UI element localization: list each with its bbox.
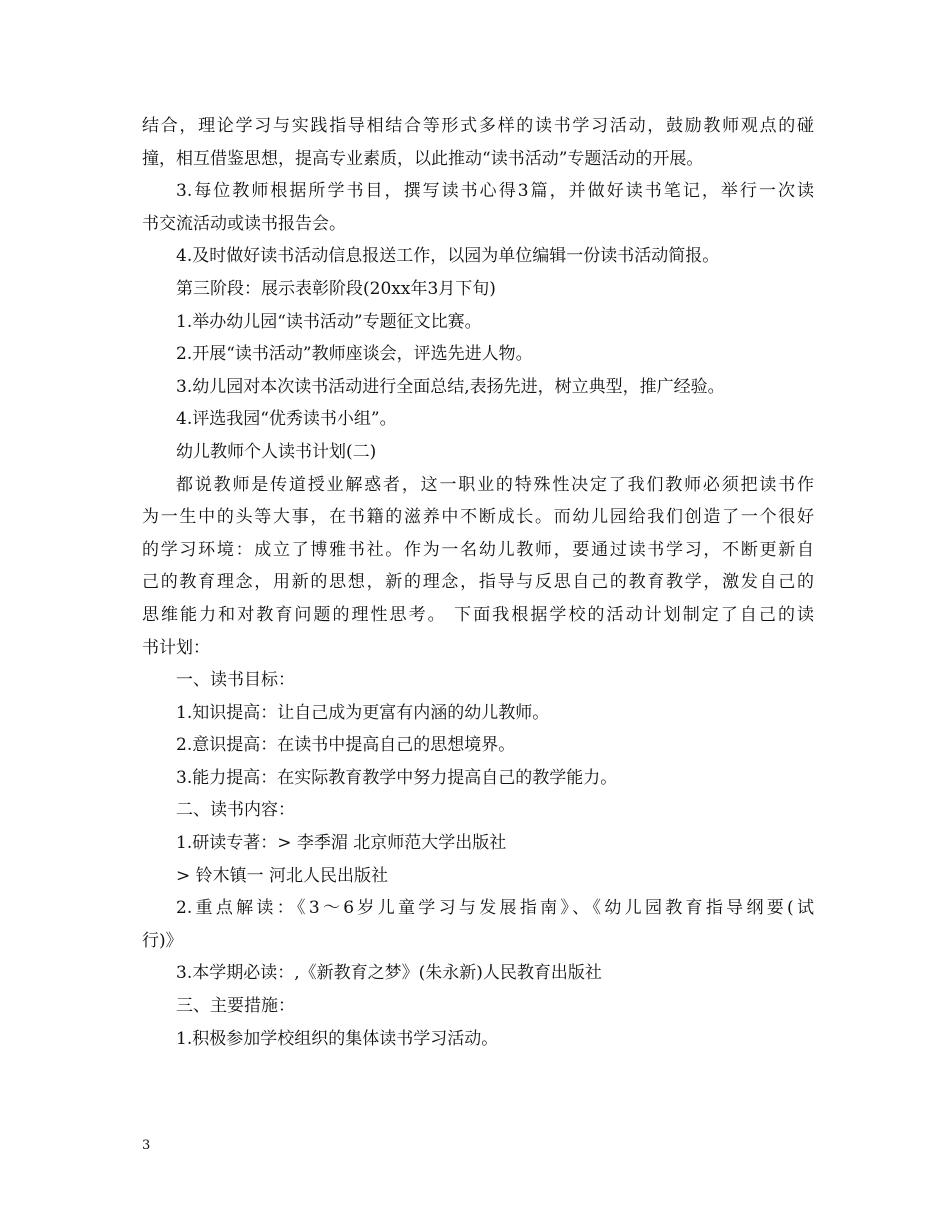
paragraph-line-4: 己的教育理念，用新的思想，新的理念，指导与反思自己的教育教学，激发自己的 [142,572,814,593]
content-item-1-continued: > 铃木镇一 河北人民出版社 [176,865,389,886]
text-line-10: 4.评选我园“优秀读书小组”。 [176,409,397,430]
text-line-2: 撞，相互借鉴思想，提高专业素质，以此推动“读书活动”专题活动的开展。 [142,148,704,169]
goal-item-3: 3.能力提高：在实际教育教学中努力提高自己的教学能力。 [176,767,618,788]
text-line-8: 2.开展“读书活动”教师座谈会，评选先进人物。 [176,344,533,365]
content-item-3: 3.本学期必读：,《新教育之梦》(朱永新)人民教育出版社 [176,963,602,984]
heading-reading-content: 二、读书内容： [176,800,295,821]
section-heading-stage-three: 第三阶段：展示表彰阶段(20xx年3月下旬) [176,278,496,299]
content-item-2: 2.重点解读：《3～6岁儿童学习与发展指南》、《幼儿园教育指导纲要(试 [176,898,814,919]
text-line-3: 3.每位教师根据所学书目，撰写读书心得3篇，并做好读书笔记，举行一次读 [176,181,814,202]
heading-reading-goals: 一、读书目标： [176,670,295,691]
page-number: 3 [142,1138,151,1153]
goal-item-2: 2.意识提高：在读书中提高自己的思想境界。 [176,735,516,756]
content-item-1: 1.研读专著：> 李季湄 北京师范大学出版社 [176,833,507,854]
text-line-9: 3.幼儿园对本次读书活动进行全面总结,表扬先进，树立典型，推广经验。 [176,376,725,397]
paragraph-line-2: 为一生中的头等大事，在书籍的滋养中不断成长。而幼儿园给我们创造了一个很好 [142,507,814,528]
paragraph-line-6: 书计划： [142,637,210,658]
content-item-2-continued: 行)》 [142,930,183,951]
document-body [142,110,814,1055]
heading-main-measures: 三、主要措施： [176,996,295,1017]
text-line-5: 4.及时做好读书活动信息报送工作，以园为单位编辑一份读书活动简报。 [176,246,720,267]
section-title-plan-two: 幼儿教师个人读书计划(二) [176,441,377,462]
text-line-1: 结合，理论学习与实践指导相结合等形式多样的读书学习活动，鼓励教师观点的碰 [142,116,814,136]
paragraph-line-3: 的学习环境：成立了博雅书社。作为一名幼儿教师，要通过读书学习，不断更新自 [142,539,814,560]
text-line-4: 书交流活动或读书报告会。 [142,213,346,234]
measure-item-1: 1.积极参加学校组织的集体读书学习活动。 [176,1028,499,1049]
text-line-7: 1.举办幼儿园“读书活动”专题征文比赛。 [176,311,482,332]
paragraph-line-5: 思维能力和对教育问题的理性思考。 下面我根据学校的活动计划制定了自己的读 [142,604,814,625]
goal-item-1: 1.知识提高：让自己成为更富有内涵的幼儿教师。 [176,702,550,723]
paragraph-line-1: 都说教师是传道授业解惑者，这一职业的特殊性决定了我们教师必须把读书作 [176,474,814,495]
